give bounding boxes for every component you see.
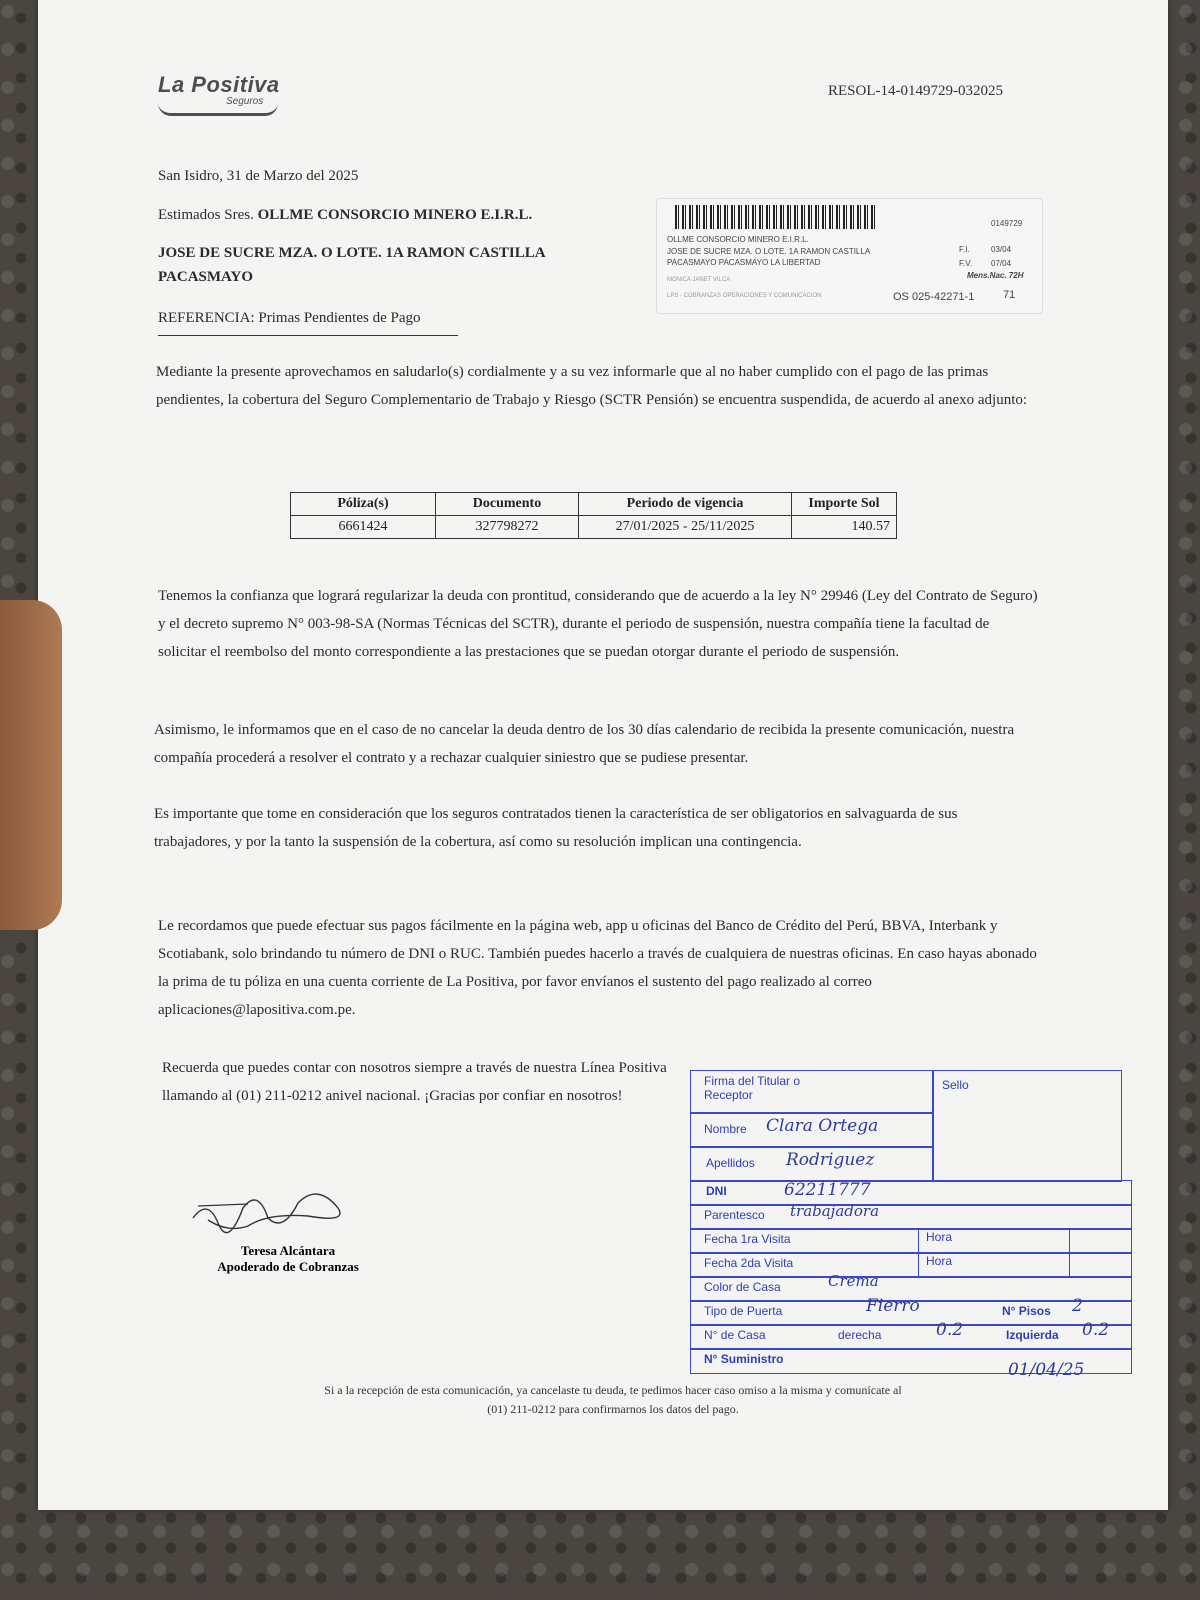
cell-periodo: 27/01/2025 - 25/11/2025	[579, 516, 792, 539]
col-poliza: Póliza(s)	[291, 493, 436, 516]
stamp-parentesco-value: trabajadora	[790, 1202, 880, 1220]
stamp-derecha-value: 0.2	[936, 1320, 964, 1340]
reference-underline	[158, 335, 458, 336]
letter-paper	[38, 0, 1168, 1510]
label-name: OLLME CONSORCIO MINERO E.I.R.L.	[667, 235, 809, 244]
signature-icon	[188, 1178, 358, 1238]
stamp-apellidos-label: Apellidos	[706, 1156, 755, 1170]
stamp-fecha2-label: Fecha 2da Visita	[704, 1256, 794, 1270]
col-periodo: Periodo de vigencia	[579, 493, 792, 516]
stamp-pisos-value: 2	[1072, 1296, 1083, 1316]
logo-text: La Positiva	[158, 72, 280, 97]
stamp-hora1-label: Hora	[926, 1230, 953, 1244]
policy-table	[290, 492, 897, 539]
stamp-dni-value: 62211777	[784, 1180, 871, 1200]
label-address-2: PACASMAYO PACASMAYO LA LIBERTAD	[667, 258, 821, 267]
stamp-fecha1-label: Fecha 1ra Visita	[704, 1232, 791, 1246]
address-line-1: JOSE DE SUCRE MZA. O LOTE. 1A RAMON CASTILLA	[158, 245, 546, 261]
greeting	[158, 201, 532, 229]
stamp-ncasa-label: N° de Casa	[704, 1328, 766, 1342]
label-address-1: JOSE DE SUCRE MZA. O LOTE. 1A RAMON CASTILLA	[667, 247, 871, 256]
stamp-color-label: Color de Casa	[704, 1280, 781, 1294]
label-mens: Mens.Nac. 72H	[967, 271, 1024, 280]
recipient-company: OLLME CONSORCIO MINERO E.I.R.L.	[257, 207, 533, 223]
recipient-address	[158, 241, 546, 289]
stamp-sello-label: Sello	[942, 1078, 969, 1092]
reference: REFERENCIA: Primas Pendientes de Pago	[158, 310, 421, 326]
footer-line-1: Si a la recepción de esta comunicación, ya cancelaste tu deuda, te pedimos hacer caso omiso a la misma y comunícate al	[324, 1383, 902, 1397]
stamp-hora2-label: Hora	[926, 1254, 953, 1268]
logo-subtext: Seguros	[226, 96, 264, 107]
mail-label	[656, 198, 1043, 314]
paragraph-5: Le recordamos que puede efectuar sus pagos fácilmente en la página web, app u oficinas del Banco de Crédito del Perú, BBVA, Interbank y Scotiabank, solo brindando tu número de DNI o RUC. También puedes hacerlo a través de cualquiera de nuestras oficinas. En caso hayas abonado la prima de tu póliza en una cuenta corriente de La Positiva, por favor envíanos el sustento del pago realizado al correo aplicaciones@lapositiva.com.pe.	[158, 918, 1037, 1018]
label-fv-value: 07/04	[991, 259, 1012, 268]
label-fv: F.V.	[959, 259, 973, 268]
stamp-dni-cell	[690, 1180, 1132, 1206]
signer-title: Apoderado de Cobranzas	[217, 1259, 359, 1274]
label-contact: MONICA JANET VILCA	[667, 277, 731, 283]
stamp-suministro-label: N° Suministro	[704, 1352, 784, 1366]
stamp-izquierda-label: Izquierda	[1006, 1328, 1059, 1342]
table-header-row	[291, 493, 897, 516]
cell-importe: 140.57	[792, 516, 897, 539]
stamp-puerta-label: Tipo de Puerta	[704, 1304, 783, 1318]
stamp-dni-label: DNI	[706, 1184, 727, 1198]
company-logo	[158, 72, 280, 116]
col-importe: Importe Sol	[792, 493, 897, 516]
signature-block	[188, 1178, 388, 1275]
paragraph-4: Es importante que tome en consideración que los seguros contratados tienen la característica de ser obligatorios en salvaguarda de sus trabajadores, y por la tanto la suspensión de la cobertura, así como su resolución implican una contingencia.	[154, 806, 958, 850]
label-fi-value: 03/04	[991, 245, 1012, 254]
label-os: OS 025-42271-1	[893, 291, 975, 303]
stamp-derecha-label: derecha	[838, 1328, 882, 1342]
delivery-stamp	[690, 1070, 1142, 1410]
holding-finger	[0, 600, 62, 930]
cell-documento: 327798272	[436, 516, 579, 539]
stamp-pisos-label: N° Pisos	[1002, 1304, 1051, 1318]
stamp-color-value: Crema	[828, 1272, 879, 1290]
stamp-date-value: 01/04/25	[1008, 1360, 1085, 1380]
label-os-number: 71	[1003, 289, 1016, 301]
stamp-izquierda-value: 0.2	[1082, 1320, 1110, 1340]
col-documento: Documento	[436, 493, 579, 516]
address-line-2: PACASMAYO	[158, 269, 254, 285]
table-row	[291, 516, 897, 539]
stamp-firma-label: Firma del Titular o Receptor	[704, 1074, 801, 1102]
label-department: LPS - COBRANZAS OPERACIONES Y COMUNICACION	[667, 293, 822, 299]
stamp-parentesco-label: Parentesco	[704, 1208, 765, 1222]
stamp-nombre-label: Nombre	[704, 1122, 747, 1136]
paragraph-6: Recuerda que puedes contar con nosotros siempre a través de nuestra Línea Positiva llamando al (01) 211-0212 anivel nacional. ¡Gracias por confiar en nosotros!	[162, 1060, 667, 1104]
cell-poliza: 6661424	[291, 516, 436, 539]
label-code: 0149729	[991, 219, 1023, 228]
barcode	[675, 205, 875, 229]
stamp-puerta-value: Fierro	[866, 1296, 920, 1316]
paragraph-1: Mediante la presente aprovechamos en saludarlo(s) cordialmente y a su vez informarle que al no haber cumplido con el pago de las primas pendientes, la cobertura del Seguro Complementario de Trabajo y Riesgo (SCTR Pensión) se encuentra suspendida, de acuerdo al anexo adjunto:	[156, 364, 1028, 408]
letter-date: San Isidro, 31 de Marzo del 2025	[158, 168, 359, 184]
label-fi: F.I.	[959, 245, 970, 254]
footer-line-2: (01) 211-0212 para confirmarnos los datos del pago.	[487, 1402, 739, 1416]
stamp-nombre-value: Clara Ortega	[766, 1116, 879, 1136]
greeting-prefix: Estimados Sres.	[158, 207, 258, 223]
paragraph-3: Asimismo, le informamos que en el caso de no cancelar la deuda dentro de los 30 días calendario de recibida la presente comunicación, nuestra compañía procederá a resolver el contrato y a rechazar cualquier siniestro que se pudiese presentar.	[154, 722, 1015, 766]
paragraph-2: Tenemos la confianza que logrará regularizar la deuda con prontitud, considerando que de acuerdo a la ley N° 29946 (Ley del Contrato de Seguro) y el decreto supremo N° 003-98-SA (Normas Técnicas del SCTR), durante el periodo de suspensión, nuestra compañía tiene la facultad de solicitar el reembolso del monto correspondiente a las prestaciones que se puedan otorgar durante el periodo de suspensión.	[158, 588, 1038, 660]
signer-name: Teresa Alcántara	[240, 1243, 336, 1258]
stamp-apellidos-value: Rodriguez	[786, 1150, 875, 1170]
resolution-code: RESOL-14-0149729-032025	[828, 83, 1003, 99]
